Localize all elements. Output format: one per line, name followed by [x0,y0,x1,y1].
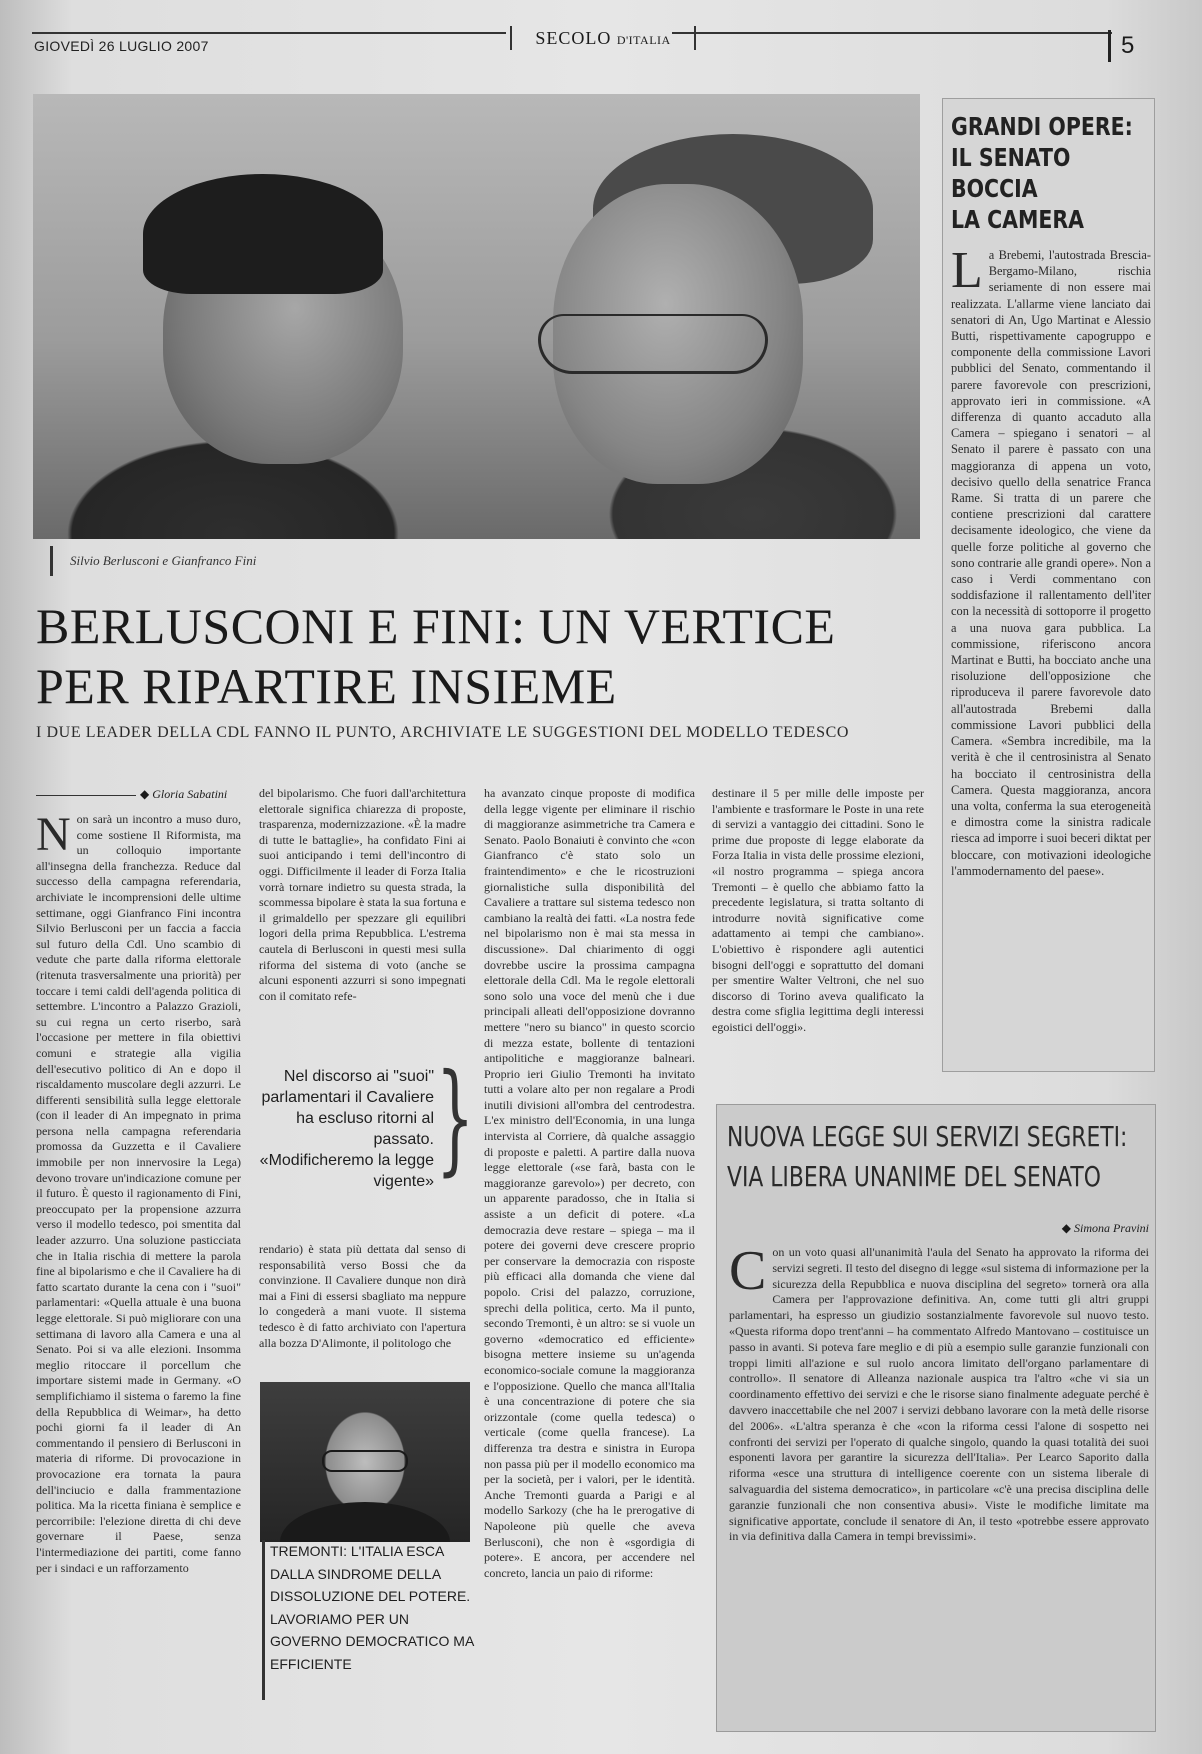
servizi-title [727,1117,1128,1197]
main-photo [33,94,920,539]
article-column-2-bottom-text: rendario) è stata più dettata dal senso di responsabilità verso Bossi che da convinzione. Il Cavaliere dunque non dirà mai a Fini di essersi sbagliato ma neppure lo congederà a mani vuote. Il sistema tedesco è di fatto archiviato con l'apertura alla bozza D'Alimonte, il politologo che [259,1242,466,1350]
subheadline: I DUE LEADER DELLA CDL FANNO IL PUNTO, ARCHIVIATE LE SUGGESTIONI DEL MODELLO TEDESCO [36,724,850,741]
photo-figure-left-hair [143,174,383,294]
sidebar-body: a Brebemi, l'autostrada Brescia-Bergamo-Milano, rischia seriamente di non essere mai realizzata. L'allarme viene lanciato dai senatori di An, Ugo Martinat e Alessio Butti, rispettivamente capogruppo e componente della commissione Lavori pubblici del Senato, commentando il parere favorevole con prescrizioni, approvato ieri in commissione. «A differenza di quanto accaduto alla Camera – spiegano i senatori – al Senato il parere è passato con una maggioranza di appena un voto, decisivo quello della senatrice Franca Rame. Si tratta di un parere che contiene prescrizioni dal carattere decisamente ideologico, che viene da quelle forze politiche al governo che sono contrarie alle grandi opere». Non a caso i Verdi commentano con soddisfazione il rallentamento dell'iter con la necessità di sottoporre il progetto a una nuova gara pubblica. La commissione, riferiscono ancora Martinat e Butti, ha bocciato anche una risoluzione dell'opposizione che riproduceva il parere favorevole dato all'autostrada Brebemi dalla commissione Lavori pubblici della Camera. «Sembra incredibile, ma la verità è che il centrosinistra al Senato ha bocciato il centrosinistra della Camera. Questa maggioranza, ancora una volta, conferma la sua eterogeneità e dimostra come la sinistra radicale riesca ad imporre i suoi beceri diktat per bloccare, con motivazioni ideologiche l'ammodernamento del paese». [951,248,1151,878]
servizi-title-line-2: VIA LIBERA UNANIME DEL SENATO [727,1160,1101,1193]
paper-title [510,26,696,50]
tremonti-caption-bar [262,1540,265,1700]
article-dropcap: N [36,812,71,861]
servizi-byline: ◆ Simona Pravini [1061,1221,1149,1235]
article-column-4-text: destinare il 5 per mille delle imposte per l'ambiente e trasformare le Poste in una rete di servizi a vantaggio dei cittadini. Sono le prime due proposte di legge elaborate da Forza Italia in vista delle prossime elezioni, «il nostro programma – spiega ancora Tremonti – è quello che abbiamo fatto la precedente legislatura, si tratta soltanto di introdurre novità significative come adattamento ai tempi che cambiano». L'obiettivo è rispondere agli autentici bisogni dell'oggi e soprattutto del domani per smentire Walter Veltroni, che nel suo discorso di Torino aveva qualificato la destra come sfiglia legittima degli interessi egoistici dell'oggi». [712,786,924,1034]
sidebar-title-line-4: LA CAMERA [951,205,1085,234]
servizi-dropcap: C [729,1245,767,1302]
masthead-rule-right [672,32,1112,34]
tremonti-glasses [322,1450,408,1472]
sidebar-dropcap: L [951,247,983,299]
servizi-title-line-1: NUOVA LEGGE SUI SERVIZI SEGRETI: [727,1120,1128,1153]
article-column-2-top [259,786,466,1036]
byline-rule [36,795,136,796]
sidebar-box [942,98,1155,1072]
masthead-rule-left [32,32,506,34]
sidebar-title-line-2: IL SENATO [951,143,1071,172]
byline: ◆ Gloria Sabatini [36,787,236,802]
sidebar-title-line-3: BOCCIA [951,174,1038,203]
pull-quote: Nel discorso ai "suoi" parlamentari il Cavaliere ha escluso ritorni al passato. «Modificheremo la legge vigente» [259,1068,434,1190]
paper-name: SECOLO [535,28,612,48]
article-column-2-top-text: del bipolarismo. Che fuori dall'architettura elettorale significa chiarezza di proposte, trasparenza, modernizzazione. «È la madre di tutte le battaglie», ha confidato Fini ai suoi anticipando i temi dell'incontro di oggi. Difficilmente il leader di Forza Italia vorrà tornare indietro su questa strada, la scommessa bipolare è stata la sua fortuna e il grimaldello per spezzare gli equilibri logori della prima Repubblica. L'estrema cautela di Berlusconi in questi mesi sulla riforma del sistema di voto (anche se alcuni esponenti azzurri si sono impegnati con il comitato refe- [259,786,466,1003]
pull-quote-brace: } [436,1049,475,1188]
masthead [32,24,1150,74]
photo-glasses [538,314,768,374]
sidebar-text [951,247,1151,1067]
paper-suffix: D'ITALIA [616,33,671,47]
byline-author: Gloria Sabatini [152,787,228,801]
article-column-4 [712,786,924,1066]
servizi-text [729,1245,1149,1725]
caption-bar [50,546,53,576]
article-column-1-text: on sarà un incontro a muso duro, come sostiene Il Riformista, ma un colloquio importante all'insegna della franchezza. Reduce dal successo della campagna referendaria, archiviate le incomprensioni delle ultime settimane, oggi Gianfranco Fini incontra Silvio Berlusconi per un faccia a faccia sul futuro della Cdl. Uno scambio di vedute che parte dalla riforma elettorale (ritenuta trasversalmente una priorità) per toccare i temi caldi dell'agenda politica di settembre. L'incontro a Palazzo Grazioli, su cui regna un certo riserbo, sarà l'occasione per mettere in fila obiettivi comuni e strategie alla vigilia dell'esecutivo politico di An e dopo il riscaldamento muscolare degli azzurri. Le differenti sensibilità sulla legge elettorale (con il leader di An impegnato in prima persona nella campagna referendaria promossa da Guzzetta e il Cavaliere immobile per non innervosire la Lega) devono trovare un'indicazione comune per il futuro. È questo il ragionamento di Fini, preoccupato per la propensione azzurra verso il modello tedesco, poi smentita dal leader azzurro. Una soluzione pasticciata che in Italia rischia di mettere la parola fine al bipolarismo e che il Cavaliere ha di fatto scartato durante la cena con i "suoi" parlamentari: «Quella attuale è una buona legge elettorale. Si può migliorare con una settimana di lavoro alla Camera e una al Senato. Poi si va alle elezioni. Insomma meglio ritoccare il porcellum che importare sistemi made in Germany. «O semplifichiamo il sistema o faremo la fine della Repubblica di Weimar», ha detto pochi giorni fa il leader di An commentando il pensiero di Berlusconi in materia di riforme. Di provocazione in provocazione era tornata la paura dell'inciucio e dalla frammentazione politica. Ma la ricetta finiana è semplice e percorribile: l'elezione diretta di chi deve governare il Paese, senza l'intermediazione dei partiti, come fanno per i sindaci e un rafforzamento [36,812,241,1575]
servizi-byline-author: Simona Pravini [1074,1221,1149,1235]
article-column-2-bottom [259,1242,466,1374]
headline: BERLUSCONI E FINI: UN VERTICE PER RIPARTIRE INSIEME [36,598,836,714]
servizi-box [716,1104,1156,1732]
page-number: 5 [1108,30,1148,62]
article-column-1 [36,812,241,1722]
article-column-3-text: ha avanzato cinque proposte di modifica della legge vigente per eliminare il rischio di maggioranze asimmetriche tra Camera e Senato. Paolo Bonaiuti è convinto che «con Gianfranco c'è stato solo un fraintendimento» e che le ricostruzioni giornalistiche sulla disponibilità del Cavaliere a trattare sul sistema tedesco non cambiano la realtà dei fatti. «La nostra fede nel bipolarismo non è mai sta messa in discussione». Dal chiarimento di oggi dovrebbe uscire la prossima campagna elettorale della Cdl. Ma le regole elettorali sono solo una voce del menù che i due principali alleati dell'opposizione dovranno mettere "nero su bianco" in questo scorcio di mezza estate, bollente di tentazioni antipolitiche e maggioranze balneari. Proprio ieri Giulio Tremonti ha invitato tutti a volare alto per non regalare a Prodi inutili divisioni all'ombra del centrodestra. L'ex ministro dell'Economia, in una lunga intervista al Corriere, dà qualche assaggio di proposte e paletti. A partire dalla nuova legge elettorale («se farà, basta con le maggioranze garevolo») per decreto, con un apparente paradosso, che in Italia si assiste a un deficit di potere. «La democrazia deve restare – spiega – ma il potere dei governi deve crescere proprio per conservare la democrazia con risposte più efficaci alla domanda che viene dal popolo. Crisi del palazzo, corruzione, sprechi della politica, certo. Ma il punto, secondo Tremonti, è un altro: se si vuole un governo «democratico ed efficiente» bisogna mettere insieme su un'agenda economico-sociale comune la maggioranza e l'opposizione. Quello che manca all'Italia è una concentrazione di potere che sia orizzontale (come quella tedesca) o verticale (come quella francese). La differenza tra destra e sinistra in Europa non passa più per il modello economico ma per la società, per i valori, per le identità. Anche Tremonti guarda a Parigi e al modello Sarkozy (che ha le prerogative di Napoleone più quelle che aveva Berlusconi), che non è «sgordigia di potere». E ancora, per accendere nel concreto, lancia un paio di riforme: [484,786,695,1580]
tremonti-suit [280,1502,450,1542]
servizi-body: on un voto quasi all'unanimità l'aula del Senato ha approvato la riforma dei servizi segreti. Il testo del disegno di legge «sul sistema di informazione per la sicurezza della Repubblica e nuova disciplina del segreto» tornerà ora alla Camera per l'approvazione definitiva. An, come tutti gli altri gruppi parlamentari, ha espresso un giudizio sostanzialmente favorevole sul nuovo testo. «Questa riforma dopo trent'anni – ha commentato Alfredo Mantovano – costituisce un passo in avanti. Si poteva fare meglio e di più a esempio sulle garanzie funzionali con troppi limiti all'azione e sul ruolo ancora limitato dell'organo parlamentare di controllo». Il senatore di Alleanza nazionale auspica tra l'altro «che vi sia un coordinamento effettivo dei servizi e che le risorse siano finalmente adeguate perché è davvero inaccettabile che nel 2007 i servizi debbano lavorare con la metà delle risorse del 2006». «L'altra speranza è che «con la riforma cessi l'alone di sospetto nei confronti dei servizi per l'operato di qualche singolo, quando la quasi totalità dei suoi esponenti lavora per garantire la sicurezza dell'Italia». Per Learco Saporito dalla riforma «esce una struttura di intelligence coerente con un sistema liberale di salvaguardia del sistema democratico», in particolare «c'è una precisa disciplina delle garanzie funzionali che non consentiva abusi». Viste le modifiche limitate ma significative apportate, conclude il senatore di An, il testo «potrebbe essere approvato in via definitiva dalla Camera in tempi brevissimi». [729,1245,1149,1544]
article-column-3 [484,786,695,1696]
sidebar-title [951,111,1133,235]
issue-date: GIOVEDÌ 26 LUGLIO 2007 [34,38,209,54]
tremonti-caption: TREMONTI: L'ITALIA ESCA DALLA SINDROME DELLA DISSOLUZIONE DEL POTERE. LAVORIAMO PER UN GOVERNO DEMOCRATICO MA EFFICIENTE [270,1543,474,1672]
photo-caption: Silvio Berlusconi e Gianfranco Fini [70,553,257,568]
tremonti-photo [260,1382,470,1542]
sidebar-title-line-1: GRANDI OPERE: [951,112,1133,141]
